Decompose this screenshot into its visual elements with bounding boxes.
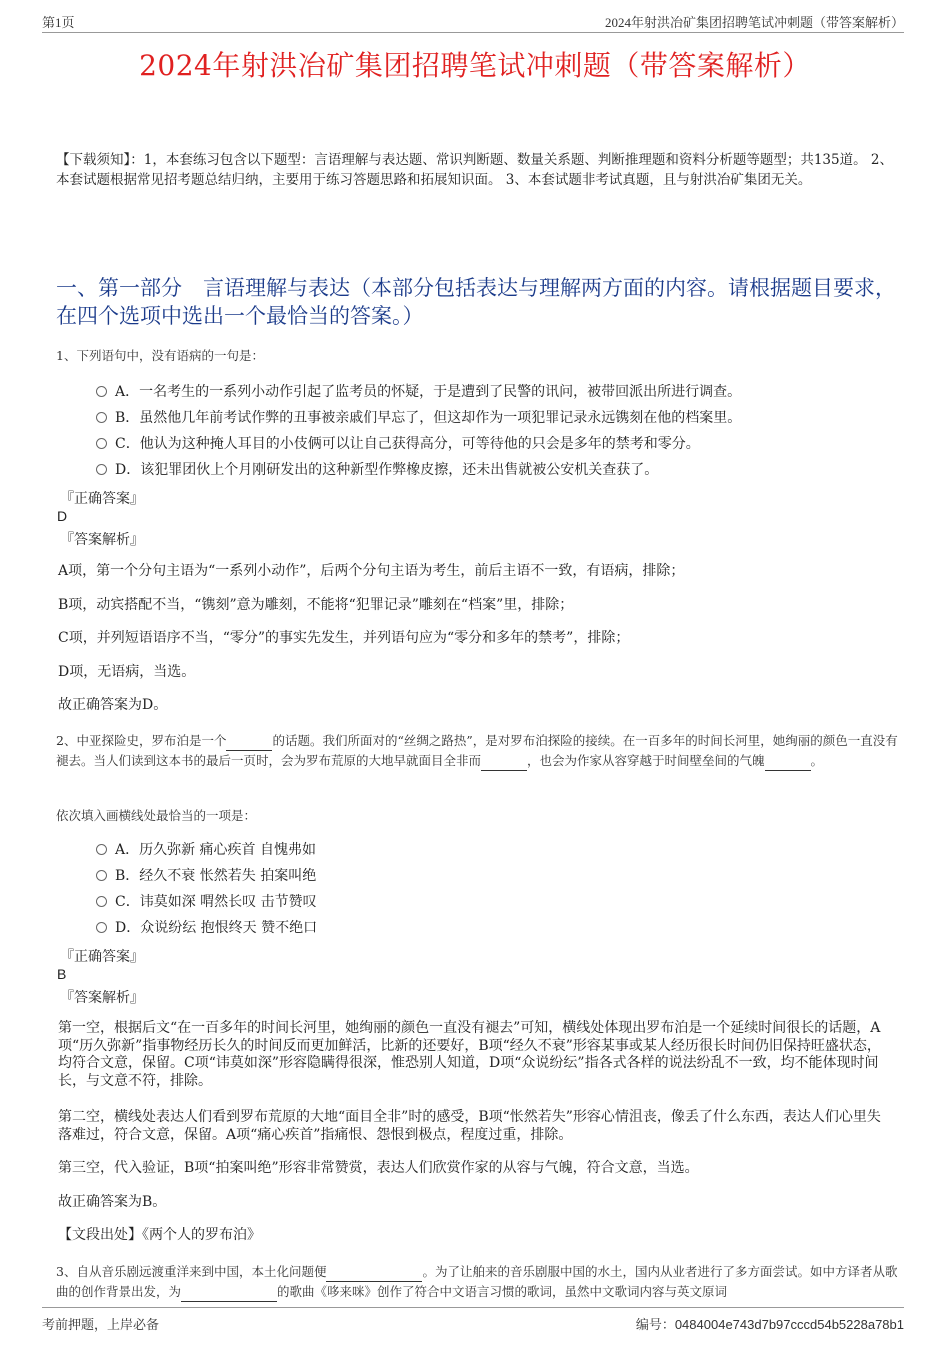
q2-analysis-label: 『答案解析』 bbox=[60, 990, 144, 1006]
q2-analysis-3: 第三空，代入验证，B项“拍案叫绝”形容非常赞赏，表达人们欣赏作家的从容与气魄，符合文意，当选。 bbox=[58, 1160, 699, 1176]
q1-correct-answer-label: 『正确答案』 bbox=[60, 491, 144, 507]
q2-analysis-2: 第二空，横线处表达人们看到罗布荒原的大地“面目全非”时的感受，B项“怅然若失”形容心情沮丧，像丢了什么东西，表达人们心里失落难过，符合文意，保留。A项“痛心疾首”指痛恨、怨恨到极点，程度过重，排除。 bbox=[58, 1109, 881, 1143]
radio-icon[interactable] bbox=[96, 870, 107, 881]
q2-conclusion: 故正确答案为B。 bbox=[58, 1194, 167, 1210]
footer-divider bbox=[42, 1307, 904, 1308]
radio-icon[interactable] bbox=[96, 464, 107, 475]
radio-icon[interactable] bbox=[96, 922, 107, 933]
q1-option-d-text: D．该犯罪团伙上个月刚研发出的这种新型作弊橡皮擦，还未出售就被公安机关查获了。 bbox=[115, 462, 659, 478]
q1-analysis-a: A项，第一个分句主语为“一系列小动作”，后两个分句主语为考生，前后主语不一致，有语病，排除； bbox=[58, 563, 685, 579]
q3-stem: 3、自从音乐剧远渡重洋来到中国，本土化问题便 。为了让舶来的音乐剧服中国的水土，国内从业者进行了多方面尝试。如中方译者从歌曲的创作背景出发，为 的歌曲《哆来咪》创作了符合中文语言习惯的歌词，虽然中文歌词内容与英文原词 bbox=[56, 1262, 898, 1302]
q2-option-b[interactable] bbox=[96, 866, 316, 886]
page-number: 第1页 bbox=[42, 15, 75, 30]
q2-option-c-text: C．讳莫如深 喟然长叹 击节赞叹 bbox=[115, 894, 317, 910]
q1-option-c-text: C．他认为这种掩人耳目的小伎俩可以让自己获得高分，可等待他的只会是多年的禁考和零分。 bbox=[115, 436, 700, 452]
q1-analysis-d: D项，无语病，当选。 bbox=[58, 664, 196, 680]
radio-icon[interactable] bbox=[96, 386, 107, 397]
q2-prompt: 依次填入画横线处最恰当的一项是： bbox=[56, 808, 257, 823]
q2-option-a-text: A．历久弥新 痛心疾首 自愧弗如 bbox=[115, 842, 317, 858]
q1-conclusion: 故正确答案为D。 bbox=[58, 697, 168, 713]
footer-slogan: 考前押题，上岸必备 bbox=[42, 1318, 160, 1333]
q2-option-d[interactable] bbox=[96, 918, 317, 938]
q1-option-b-text: B．虽然他几年前考试作弊的丑事被亲戚们早忘了，但这却作为一项犯罪记录永远镌刻在他的档案里。 bbox=[115, 410, 742, 426]
q1-option-a-text: A．一名考生的一系列小动作引起了监考员的怀疑，于是遭到了民警的讯问，被带回派出所进行调查。 bbox=[115, 384, 742, 400]
q2-option-b-text: B．经久不衰 怅然若失 拍案叫绝 bbox=[115, 868, 317, 884]
download-notice: 【下载须知】：1，本套练习包含以下题型：言语理解与表达题、常识判断题、数量关系题、判断推理题和资料分析题等题型；共135道。 2、本套试题根据常见招考题总结归纳，主要用于练习答题思路和拓展知识面。 3、本套试题非考试真题，且与射洪冶矿集团无关。 bbox=[56, 152, 893, 188]
q1-analysis-b: B项，动宾搭配不当，“镌刻”意为雕刻，不能将“犯罪记录”雕刻在“档案”里，排除； bbox=[58, 597, 574, 613]
q2-answer: B bbox=[57, 966, 67, 982]
blank-2 bbox=[181, 1287, 277, 1302]
q2-correct-answer-label: 『正确答案』 bbox=[60, 949, 144, 965]
blank-1 bbox=[226, 736, 272, 751]
q1-analysis-label: 『答案解析』 bbox=[60, 532, 144, 548]
q1-answer: D bbox=[57, 508, 68, 524]
q2-stem: 2、中亚探险史，罗布泊是一个 的话题。我们所面对的“丝绸之路热”，是对罗布泊探险的接续。在一百多年的时间长河里，她绚丽的颜色一直没有褪去。当人们读到这本书的最后一页时，会为罗布荒原的大地早就面目全非而 ，也会为作家从容穿越于时间壁垒间的气魄 。 bbox=[56, 731, 898, 771]
header-divider bbox=[42, 32, 904, 33]
blank-1 bbox=[326, 1267, 422, 1282]
section-heading: 一、第一部分 言语理解与表达（本部分包括表达与理解两方面的内容。请根据题目要求，在四个选项中选出一个最恰当的答案。） bbox=[56, 276, 896, 328]
q2-option-c[interactable] bbox=[96, 892, 317, 912]
header-doc-title: 2024年射洪冶矿集团招聘笔试冲刺题（带答案解析） bbox=[604, 15, 904, 30]
blank-2 bbox=[481, 756, 527, 771]
q1-stem: 1、下列语句中，没有语病的一句是： bbox=[56, 348, 264, 363]
q2-option-a[interactable] bbox=[96, 840, 316, 860]
radio-icon[interactable] bbox=[96, 844, 107, 855]
q1-option-c[interactable] bbox=[96, 434, 700, 454]
radio-icon[interactable] bbox=[96, 896, 107, 907]
page-title: 2024年射洪冶矿集团招聘笔试冲刺题（带答案解析） bbox=[139, 49, 811, 82]
q1-option-b[interactable] bbox=[96, 408, 741, 428]
blank-3 bbox=[765, 756, 811, 771]
radio-icon[interactable] bbox=[96, 412, 107, 423]
q1-analysis-c: C项，并列短语语序不当，“零分”的事实先发生，并列语句应为“零分和多年的禁考”，排除； bbox=[58, 630, 630, 646]
q2-option-d-text: D．众说纷纭 抱恨终天 赞不绝口 bbox=[115, 920, 318, 936]
footer-code: 编号：0484004e743d7b97cccd54b5228a78b1 bbox=[635, 1317, 904, 1333]
q1-option-d[interactable] bbox=[96, 460, 658, 480]
q2-analysis-1: 第一空，根据后文“在一百多年的时间长河里，她绚丽的颜色一直没有褪去”可知，横线处体现出罗布泊是一个延续时间很长的话题，A项“历久弥新”指事物经历长久的时间反而更加鲜活，比新的还要好，B项“经久不衰”形容某事或某人经历很长时间仍旧保持旺盛状态，均符合文意，保留。C项“讳莫如深”形容隐瞒得很深，惟恐别人知道，D项“众说纷纭”指各式各样的说法纷乱不一致，均不能体现时间长，与文意不符，排除。 bbox=[58, 1020, 881, 1089]
q1-option-a[interactable] bbox=[96, 382, 741, 402]
q2-source: 【文段出处】《两个人的罗布泊》 bbox=[58, 1227, 261, 1243]
radio-icon[interactable] bbox=[96, 438, 107, 449]
